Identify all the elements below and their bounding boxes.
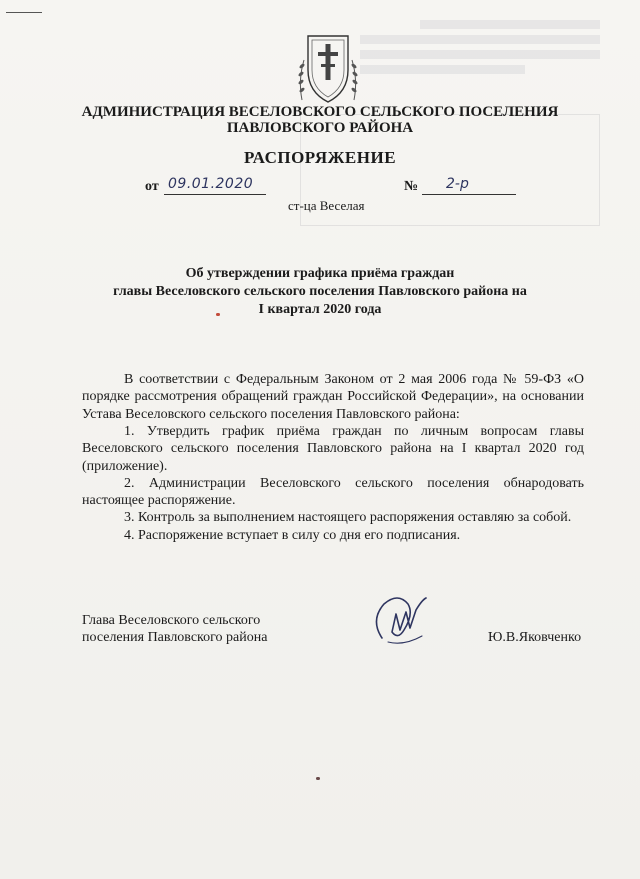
organization-name: АДМИНИСТРАЦИЯ ВЕСЕЛОВСКОГО СЕЛЬСКОГО ПОСЕЛЕНИЯ [81,104,559,120]
preamble-text: В соответствии с Федеральным Законом от 2 мая 2006 года № 59-ФЗ «О порядке рассмотрения обращений граждан Российской Федерации», на основании Устава Веселовского сельского поселения Павловского района: [82,372,584,422]
corner-scan-mark [6,12,42,13]
date-value: 09.01.2020 [168,176,254,192]
signer-position [82,612,267,646]
document-type-title: РАСПОРЯЖЕНИЕ [243,148,397,167]
number-value: 2-р [446,176,469,192]
item-4: 4. Распоряжение вступает в силу со дня его подписания. [124,527,461,543]
subject-line-3: I квартал 2020 года [258,302,382,317]
signer-position-line-1: Глава Веселовского сельского [82,613,261,628]
number-underline [422,194,516,195]
item-1: 1. Утвердить график приёма граждан по личным вопросам главы Веселовского сельского поселения Павловского района на I квартал 2020 год (приложение). [82,424,584,474]
signer-name: Ю.В.Яковченко [488,630,582,645]
document-meta-row [0,178,640,198]
ink-speck [216,313,220,316]
number-label: № [404,179,419,194]
ink-speck [316,777,320,780]
date-label: от [145,179,159,194]
subject-line-1: Об утверждении графика приёма граждан [185,266,455,281]
subject-line-2: главы Веселовского сельского поселения Павловского района на [113,284,527,299]
coat-of-arms-icon [296,30,360,108]
place-of-issue: ст-ца Веселая [288,198,365,213]
preamble-paragraph [82,371,584,423]
handwritten-signature [364,590,434,650]
item-3: 3. Контроль за выполнением настоящего распоряжения оставляю за собой. [124,510,572,526]
signer-position-line-2: поселения Павловского района [82,630,268,645]
organization-district: ПАВЛОВСКОГО РАЙОНА [226,120,414,136]
resolution-items [82,423,584,544]
item-2: 2. Администрации Веселовского сельского поселения обнародовать настоящее распоряжение. [82,475,584,509]
date-underline [164,194,266,195]
